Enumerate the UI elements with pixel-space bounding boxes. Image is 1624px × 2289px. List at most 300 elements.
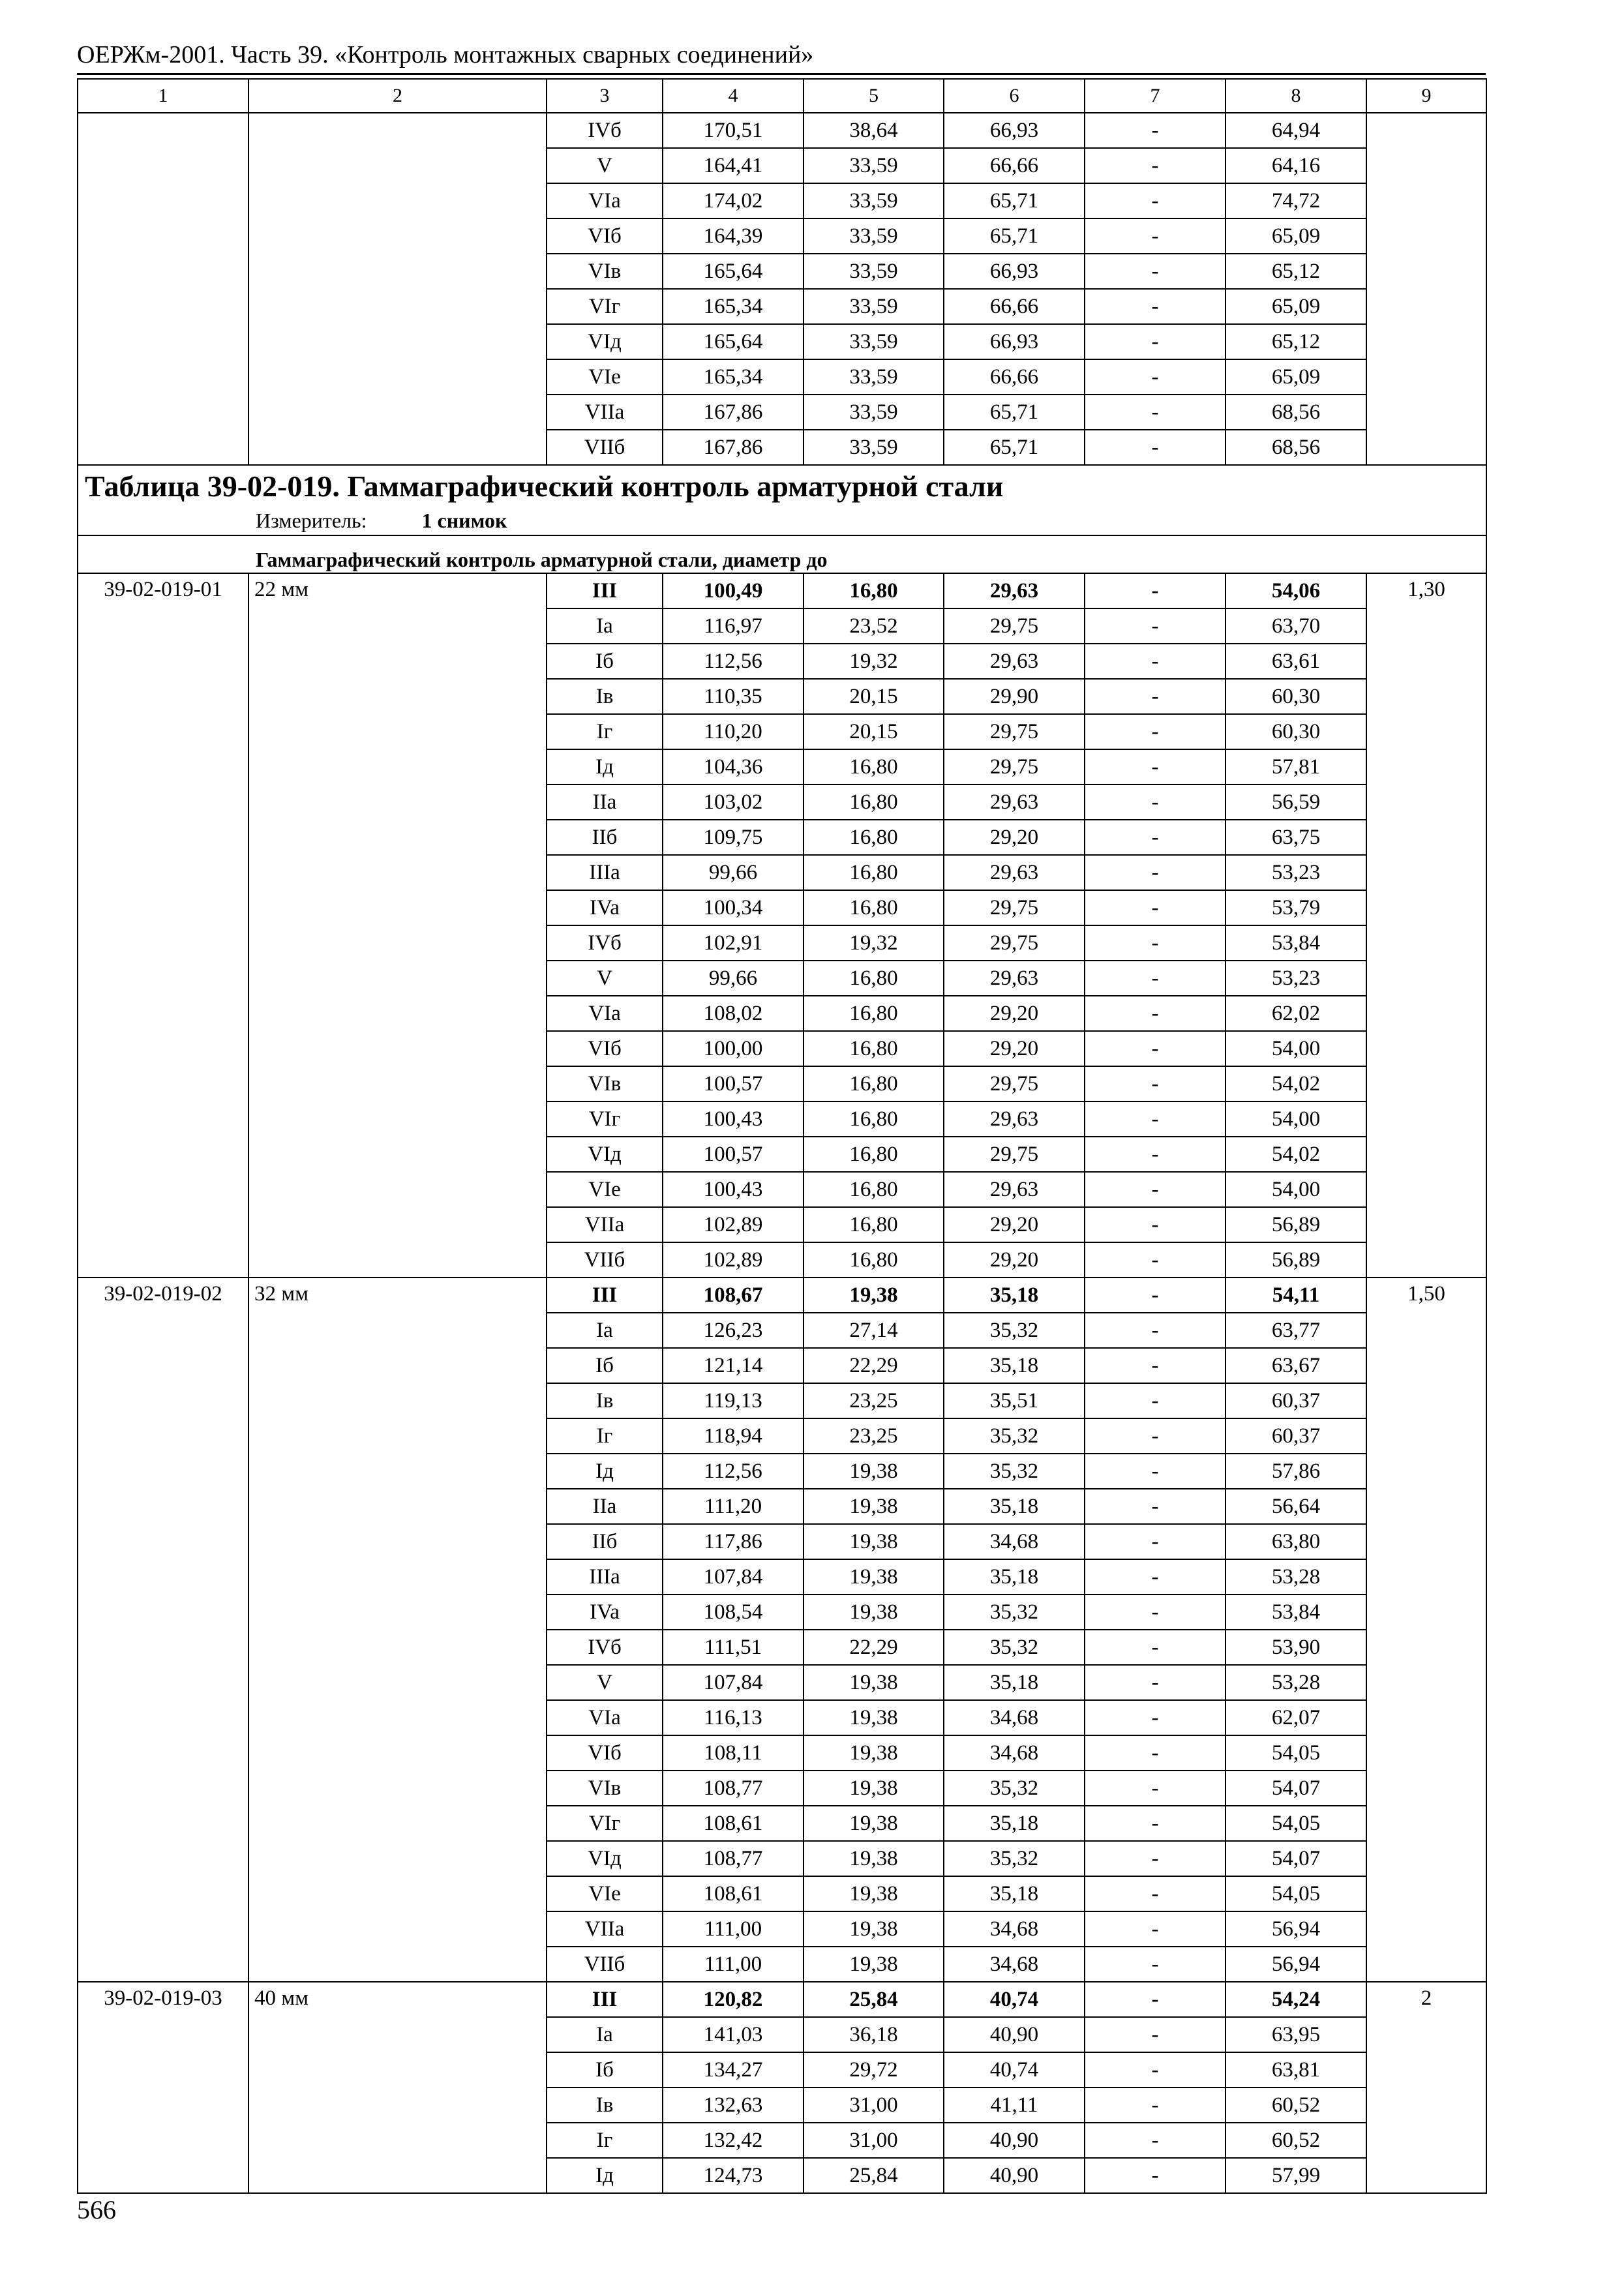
value-cell: 165,34 — [663, 359, 804, 395]
value-cell: 19,38 — [804, 1524, 944, 1559]
value-cell: 56,89 — [1226, 1207, 1366, 1242]
value-cell: 111,00 — [663, 1911, 804, 1947]
value-cell: 68,56 — [1226, 430, 1366, 465]
value-cell: VIб — [547, 1031, 663, 1066]
value-cell: 23,25 — [804, 1383, 944, 1418]
value-cell: VIa — [547, 996, 663, 1031]
value-cell: 53,23 — [1226, 855, 1366, 890]
value-cell: 167,86 — [663, 430, 804, 465]
value-cell: Iд — [547, 749, 663, 785]
value-cell: 29,75 — [944, 925, 1085, 961]
value-cell: 54,00 — [1226, 1031, 1366, 1066]
value-cell: 54,05 — [1226, 1876, 1366, 1911]
value-cell: 19,38 — [804, 1665, 944, 1700]
value-cell: 34,68 — [944, 1947, 1085, 1982]
value-cell: VIв — [547, 254, 663, 289]
value-cell: 35,32 — [944, 1418, 1085, 1454]
value-cell: - — [1085, 254, 1226, 289]
value-cell: 19,38 — [804, 1594, 944, 1630]
value-cell: 60,52 — [1226, 2123, 1366, 2158]
value-cell: 29,75 — [944, 1066, 1085, 1101]
value-cell: 19,38 — [804, 1947, 944, 1982]
value-cell: 19,32 — [804, 925, 944, 961]
value-cell: 56,59 — [1226, 785, 1366, 820]
value-cell: 141,03 — [663, 2017, 804, 2052]
value-cell: 54,24 — [1226, 1982, 1366, 2017]
value-cell: 117,86 — [663, 1524, 804, 1559]
value-cell: 19,38 — [804, 1700, 944, 1735]
value-cell: 16,80 — [804, 785, 944, 820]
value-cell: 16,80 — [804, 749, 944, 785]
value-cell: - — [1085, 644, 1226, 679]
value-cell: - — [1085, 1735, 1226, 1771]
value-cell: 29,75 — [944, 890, 1085, 925]
value-cell: 35,18 — [944, 1278, 1085, 1313]
measure-value: 1 снимок — [421, 508, 507, 532]
value-cell: 63,61 — [1226, 644, 1366, 679]
value-cell: 165,34 — [663, 289, 804, 324]
value-cell: 40,74 — [944, 2052, 1085, 2087]
value-cell: 164,41 — [663, 148, 804, 183]
measure-label: Измеритель: — [256, 508, 367, 532]
value-cell: 16,80 — [804, 1137, 944, 1172]
value-cell: 65,09 — [1226, 218, 1366, 254]
value-cell: 34,68 — [944, 1911, 1085, 1947]
value-cell: 65,71 — [944, 395, 1085, 430]
value-cell: 108,77 — [663, 1841, 804, 1876]
value-cell: V — [547, 1665, 663, 1700]
value-cell: Ia — [547, 608, 663, 644]
column-number: 1 — [78, 79, 248, 113]
value-cell: 65,71 — [944, 218, 1085, 254]
table-title-cell — [78, 465, 1486, 535]
value-cell: VIв — [547, 1066, 663, 1101]
value-cell: - — [1085, 996, 1226, 1031]
rate-name: 40 мм — [248, 1982, 547, 2193]
value-cell: 33,59 — [804, 324, 944, 359]
value-cell: - — [1085, 1066, 1226, 1101]
value-cell: V — [547, 961, 663, 996]
subheading-row — [78, 535, 1486, 573]
rate-name: 32 мм — [248, 1278, 547, 1982]
column-number: 5 — [804, 79, 944, 113]
value-cell: 53,84 — [1226, 925, 1366, 961]
value-cell: 100,57 — [663, 1066, 804, 1101]
value-cell: - — [1085, 2052, 1226, 2087]
value-cell: 104,36 — [663, 749, 804, 785]
value-cell: 33,59 — [804, 218, 944, 254]
value-cell: VIг — [547, 1806, 663, 1841]
value-cell: - — [1085, 1594, 1226, 1630]
value-cell: 63,80 — [1226, 1524, 1366, 1559]
value-cell: 54,05 — [1226, 1806, 1366, 1841]
value-cell: 35,51 — [944, 1383, 1085, 1418]
value-cell: III — [547, 573, 663, 608]
value-cell: - — [1085, 1101, 1226, 1137]
code-cell — [78, 113, 248, 465]
value-cell: 64,16 — [1226, 148, 1366, 183]
value-cell: 167,86 — [663, 395, 804, 430]
value-cell: 65,12 — [1226, 254, 1366, 289]
value-cell: VIe — [547, 1172, 663, 1207]
value-cell: VIIб — [547, 430, 663, 465]
value-cell: IIб — [547, 1524, 663, 1559]
value-cell: - — [1085, 1313, 1226, 1348]
value-cell: - — [1085, 608, 1226, 644]
value-cell: 53,90 — [1226, 1630, 1366, 1665]
value-cell: 109,75 — [663, 820, 804, 855]
value-cell: 16,80 — [804, 573, 944, 608]
value-cell: - — [1085, 1278, 1226, 1313]
value-cell: 29,63 — [944, 855, 1085, 890]
value-cell: 29,20 — [944, 1207, 1085, 1242]
value-cell: 33,59 — [804, 395, 944, 430]
value-cell: VIe — [547, 1876, 663, 1911]
value-cell: IVб — [547, 925, 663, 961]
value-cell: 35,18 — [944, 1665, 1085, 1700]
value-cell: - — [1085, 820, 1226, 855]
value-cell: 19,32 — [804, 644, 944, 679]
value-cell: 103,02 — [663, 785, 804, 820]
value-cell: 16,80 — [804, 996, 944, 1031]
value-cell: 33,59 — [804, 254, 944, 289]
rate-code: 39-02-019-03 — [78, 1982, 248, 2193]
rate-coefficient: 1,30 — [1366, 573, 1486, 1278]
table-row — [78, 573, 1486, 608]
value-cell: III — [547, 1278, 663, 1313]
value-cell: 100,43 — [663, 1101, 804, 1137]
value-cell: - — [1085, 1771, 1226, 1806]
value-cell: Iв — [547, 679, 663, 714]
value-cell: 121,14 — [663, 1348, 804, 1383]
value-cell: 62,02 — [1226, 996, 1366, 1031]
rate-coefficient: 1,50 — [1366, 1278, 1486, 1982]
value-cell: 57,81 — [1226, 749, 1366, 785]
value-cell: 16,80 — [804, 820, 944, 855]
value-cell: 53,28 — [1226, 1665, 1366, 1700]
coef-cell — [1366, 113, 1486, 465]
value-cell: IVб — [547, 1630, 663, 1665]
value-cell: 33,59 — [804, 183, 944, 218]
value-cell: 102,89 — [663, 1242, 804, 1278]
value-cell: IIa — [547, 785, 663, 820]
value-cell: 19,38 — [804, 1911, 944, 1947]
value-cell: 29,20 — [944, 996, 1085, 1031]
value-cell: 60,30 — [1226, 714, 1366, 749]
value-cell: - — [1085, 1524, 1226, 1559]
value-cell: - — [1085, 218, 1226, 254]
value-cell: 34,68 — [944, 1700, 1085, 1735]
value-cell: Iд — [547, 1454, 663, 1489]
value-cell: Iг — [547, 714, 663, 749]
value-cell: 100,43 — [663, 1172, 804, 1207]
value-cell: - — [1085, 1841, 1226, 1876]
value-cell: VIд — [547, 324, 663, 359]
value-cell: - — [1085, 1418, 1226, 1454]
value-cell: 102,89 — [663, 1207, 804, 1242]
value-cell: 108,67 — [663, 1278, 804, 1313]
value-cell: 107,84 — [663, 1559, 804, 1594]
value-cell: 66,93 — [944, 254, 1085, 289]
value-cell: 66,66 — [944, 359, 1085, 395]
value-cell: 56,89 — [1226, 1242, 1366, 1278]
value-cell: 16,80 — [804, 890, 944, 925]
value-cell: 65,71 — [944, 183, 1085, 218]
value-cell: 34,68 — [944, 1524, 1085, 1559]
value-cell: 31,00 — [804, 2123, 944, 2158]
value-cell: - — [1085, 1947, 1226, 1982]
value-cell: VIб — [547, 1735, 663, 1771]
value-cell: - — [1085, 183, 1226, 218]
value-cell: - — [1085, 1172, 1226, 1207]
value-cell: - — [1085, 1242, 1226, 1278]
value-cell: - — [1085, 890, 1226, 925]
value-cell: 36,18 — [804, 2017, 944, 2052]
value-cell: 54,07 — [1226, 1771, 1366, 1806]
value-cell: 132,63 — [663, 2087, 804, 2123]
value-cell: 16,80 — [804, 855, 944, 890]
value-cell: VIIa — [547, 395, 663, 430]
name-cell — [248, 113, 547, 465]
value-cell: - — [1085, 1031, 1226, 1066]
value-cell: - — [1085, 1489, 1226, 1524]
value-cell: 65,09 — [1226, 289, 1366, 324]
value-cell: VIг — [547, 1101, 663, 1137]
value-cell: 19,38 — [804, 1806, 944, 1841]
value-cell: - — [1085, 113, 1226, 148]
value-cell: 65,71 — [944, 430, 1085, 465]
value-cell: 35,32 — [944, 1313, 1085, 1348]
value-cell: 54,02 — [1226, 1066, 1366, 1101]
value-cell: 108,61 — [663, 1876, 804, 1911]
value-cell: 56,94 — [1226, 1947, 1366, 1982]
value-cell: 29,75 — [944, 714, 1085, 749]
table-body — [78, 79, 1486, 2193]
value-cell: VIг — [547, 289, 663, 324]
value-cell: Iг — [547, 1418, 663, 1454]
value-cell: 35,32 — [944, 1630, 1085, 1665]
value-cell: 65,12 — [1226, 324, 1366, 359]
value-cell: - — [1085, 855, 1226, 890]
value-cell: 19,38 — [804, 1876, 944, 1911]
value-cell: - — [1085, 961, 1226, 996]
value-cell: 112,56 — [663, 1454, 804, 1489]
value-cell: IVб — [547, 113, 663, 148]
value-cell: 57,99 — [1226, 2158, 1366, 2193]
subheading: Гаммаграфический контроль арматурной стали, диаметр до — [78, 535, 1486, 573]
column-number: 6 — [944, 79, 1085, 113]
value-cell: 29,20 — [944, 1031, 1085, 1066]
value-cell: VIIa — [547, 1207, 663, 1242]
value-cell: 16,80 — [804, 1207, 944, 1242]
value-cell: - — [1085, 1207, 1226, 1242]
value-cell: 54,00 — [1226, 1172, 1366, 1207]
value-cell: - — [1085, 1454, 1226, 1489]
value-cell: 63,75 — [1226, 820, 1366, 855]
value-cell: VIa — [547, 1700, 663, 1735]
value-cell: 35,18 — [944, 1876, 1085, 1911]
value-cell: 29,72 — [804, 2052, 944, 2087]
value-cell: 16,80 — [804, 1172, 944, 1207]
value-cell: 29,63 — [944, 644, 1085, 679]
value-cell: IIIa — [547, 1559, 663, 1594]
value-cell: 54,07 — [1226, 1841, 1366, 1876]
value-cell: 40,90 — [944, 2123, 1085, 2158]
value-cell: VIд — [547, 1137, 663, 1172]
value-cell: 120,82 — [663, 1982, 804, 2017]
value-cell: 19,38 — [804, 1559, 944, 1594]
value-cell: 174,02 — [663, 183, 804, 218]
value-cell: Iв — [547, 1383, 663, 1418]
value-cell: - — [1085, 2123, 1226, 2158]
value-cell: Ia — [547, 2017, 663, 2052]
value-cell: 60,52 — [1226, 2087, 1366, 2123]
value-cell: - — [1085, 395, 1226, 430]
value-cell: 19,38 — [804, 1735, 944, 1771]
value-cell: IIa — [547, 1489, 663, 1524]
value-cell: Iг — [547, 2123, 663, 2158]
value-cell: - — [1085, 324, 1226, 359]
value-cell: 66,93 — [944, 324, 1085, 359]
value-cell: 25,84 — [804, 1982, 944, 2017]
value-cell: 53,84 — [1226, 1594, 1366, 1630]
rate-name: 22 мм — [248, 573, 547, 1278]
table-row — [78, 113, 1486, 148]
column-number: 4 — [663, 79, 804, 113]
value-cell: 57,86 — [1226, 1454, 1366, 1489]
table-title-row — [78, 465, 1486, 535]
column-number: 3 — [547, 79, 663, 113]
value-cell: 29,90 — [944, 679, 1085, 714]
value-cell: 31,00 — [804, 2087, 944, 2123]
value-cell: IVa — [547, 890, 663, 925]
value-cell: Iд — [547, 2158, 663, 2193]
value-cell: - — [1085, 1806, 1226, 1841]
value-cell: 19,38 — [804, 1771, 944, 1806]
value-cell: Iб — [547, 644, 663, 679]
column-number: 9 — [1366, 79, 1486, 113]
column-number-row — [78, 79, 1486, 113]
value-cell: - — [1085, 1911, 1226, 1947]
value-cell: 108,61 — [663, 1806, 804, 1841]
value-cell: 111,00 — [663, 1947, 804, 1982]
value-cell: - — [1085, 1348, 1226, 1383]
value-cell: 108,11 — [663, 1735, 804, 1771]
value-cell: 53,79 — [1226, 890, 1366, 925]
value-cell: 164,39 — [663, 218, 804, 254]
value-cell: 99,66 — [663, 961, 804, 996]
value-cell: 35,18 — [944, 1348, 1085, 1383]
value-cell: 25,84 — [804, 2158, 944, 2193]
value-cell: 116,13 — [663, 1700, 804, 1735]
value-cell: 60,37 — [1226, 1418, 1366, 1454]
value-cell: 29,63 — [944, 1172, 1085, 1207]
value-cell: 165,64 — [663, 324, 804, 359]
value-cell: 53,28 — [1226, 1559, 1366, 1594]
value-cell: 63,81 — [1226, 2052, 1366, 2087]
value-cell: 63,95 — [1226, 2017, 1366, 2052]
table-row — [78, 1278, 1486, 1313]
value-cell: 107,84 — [663, 1665, 804, 1700]
value-cell: 110,20 — [663, 714, 804, 749]
value-cell: 16,80 — [804, 1031, 944, 1066]
value-cell: 29,20 — [944, 1242, 1085, 1278]
value-cell: 53,23 — [1226, 961, 1366, 996]
value-cell: 102,91 — [663, 925, 804, 961]
value-cell: 100,00 — [663, 1031, 804, 1066]
value-cell: 112,56 — [663, 644, 804, 679]
value-cell: IIб — [547, 820, 663, 855]
column-number: 2 — [248, 79, 547, 113]
value-cell: 40,74 — [944, 1982, 1085, 2017]
value-cell: 118,94 — [663, 1418, 804, 1454]
value-cell: VIIa — [547, 1911, 663, 1947]
page-number: 566 — [77, 2195, 116, 2224]
value-cell: 119,13 — [663, 1383, 804, 1418]
value-cell: - — [1085, 1383, 1226, 1418]
value-cell: 116,97 — [663, 608, 804, 644]
value-cell: - — [1085, 573, 1226, 608]
value-cell: VIIб — [547, 1947, 663, 1982]
value-cell: 63,67 — [1226, 1348, 1366, 1383]
header-rule — [77, 73, 1486, 75]
value-cell: 100,49 — [663, 573, 804, 608]
value-cell: - — [1085, 925, 1226, 961]
value-cell: 170,51 — [663, 113, 804, 148]
value-cell: - — [1085, 1876, 1226, 1911]
value-cell: 111,51 — [663, 1630, 804, 1665]
value-cell: 56,94 — [1226, 1911, 1366, 1947]
value-cell: 29,75 — [944, 608, 1085, 644]
value-cell: 165,64 — [663, 254, 804, 289]
value-cell: 19,38 — [804, 1454, 944, 1489]
value-cell: 111,20 — [663, 1489, 804, 1524]
value-cell: 20,15 — [804, 679, 944, 714]
value-cell: Iб — [547, 2052, 663, 2087]
value-cell: 16,80 — [804, 961, 944, 996]
value-cell: 35,32 — [944, 1594, 1085, 1630]
value-cell: 19,38 — [804, 1278, 944, 1313]
column-number: 8 — [1226, 79, 1366, 113]
value-cell: V — [547, 148, 663, 183]
value-cell: 29,63 — [944, 785, 1085, 820]
value-cell: - — [1085, 785, 1226, 820]
value-cell: 100,57 — [663, 1137, 804, 1172]
value-cell: - — [1085, 2017, 1226, 2052]
value-cell: 16,80 — [804, 1242, 944, 1278]
value-cell: - — [1085, 2158, 1226, 2193]
value-cell: 29,63 — [944, 573, 1085, 608]
table-title: Таблица 39-02-019. Гаммаграфический контроль арматурной стали — [85, 470, 1004, 503]
value-cell: Iб — [547, 1348, 663, 1383]
value-cell: 23,52 — [804, 608, 944, 644]
value-cell: 29,20 — [944, 820, 1085, 855]
value-cell: 134,27 — [663, 2052, 804, 2087]
value-cell: VIa — [547, 183, 663, 218]
value-cell: 63,77 — [1226, 1313, 1366, 1348]
value-cell: 99,66 — [663, 855, 804, 890]
value-cell: 60,30 — [1226, 679, 1366, 714]
value-cell: 66,66 — [944, 148, 1085, 183]
value-cell: 56,64 — [1226, 1489, 1366, 1524]
value-cell: 29,63 — [944, 1101, 1085, 1137]
value-cell: 27,14 — [804, 1313, 944, 1348]
value-cell: 126,23 — [663, 1313, 804, 1348]
value-cell: - — [1085, 749, 1226, 785]
value-cell: - — [1085, 1630, 1226, 1665]
value-cell: VIe — [547, 359, 663, 395]
value-cell: 64,94 — [1226, 113, 1366, 148]
